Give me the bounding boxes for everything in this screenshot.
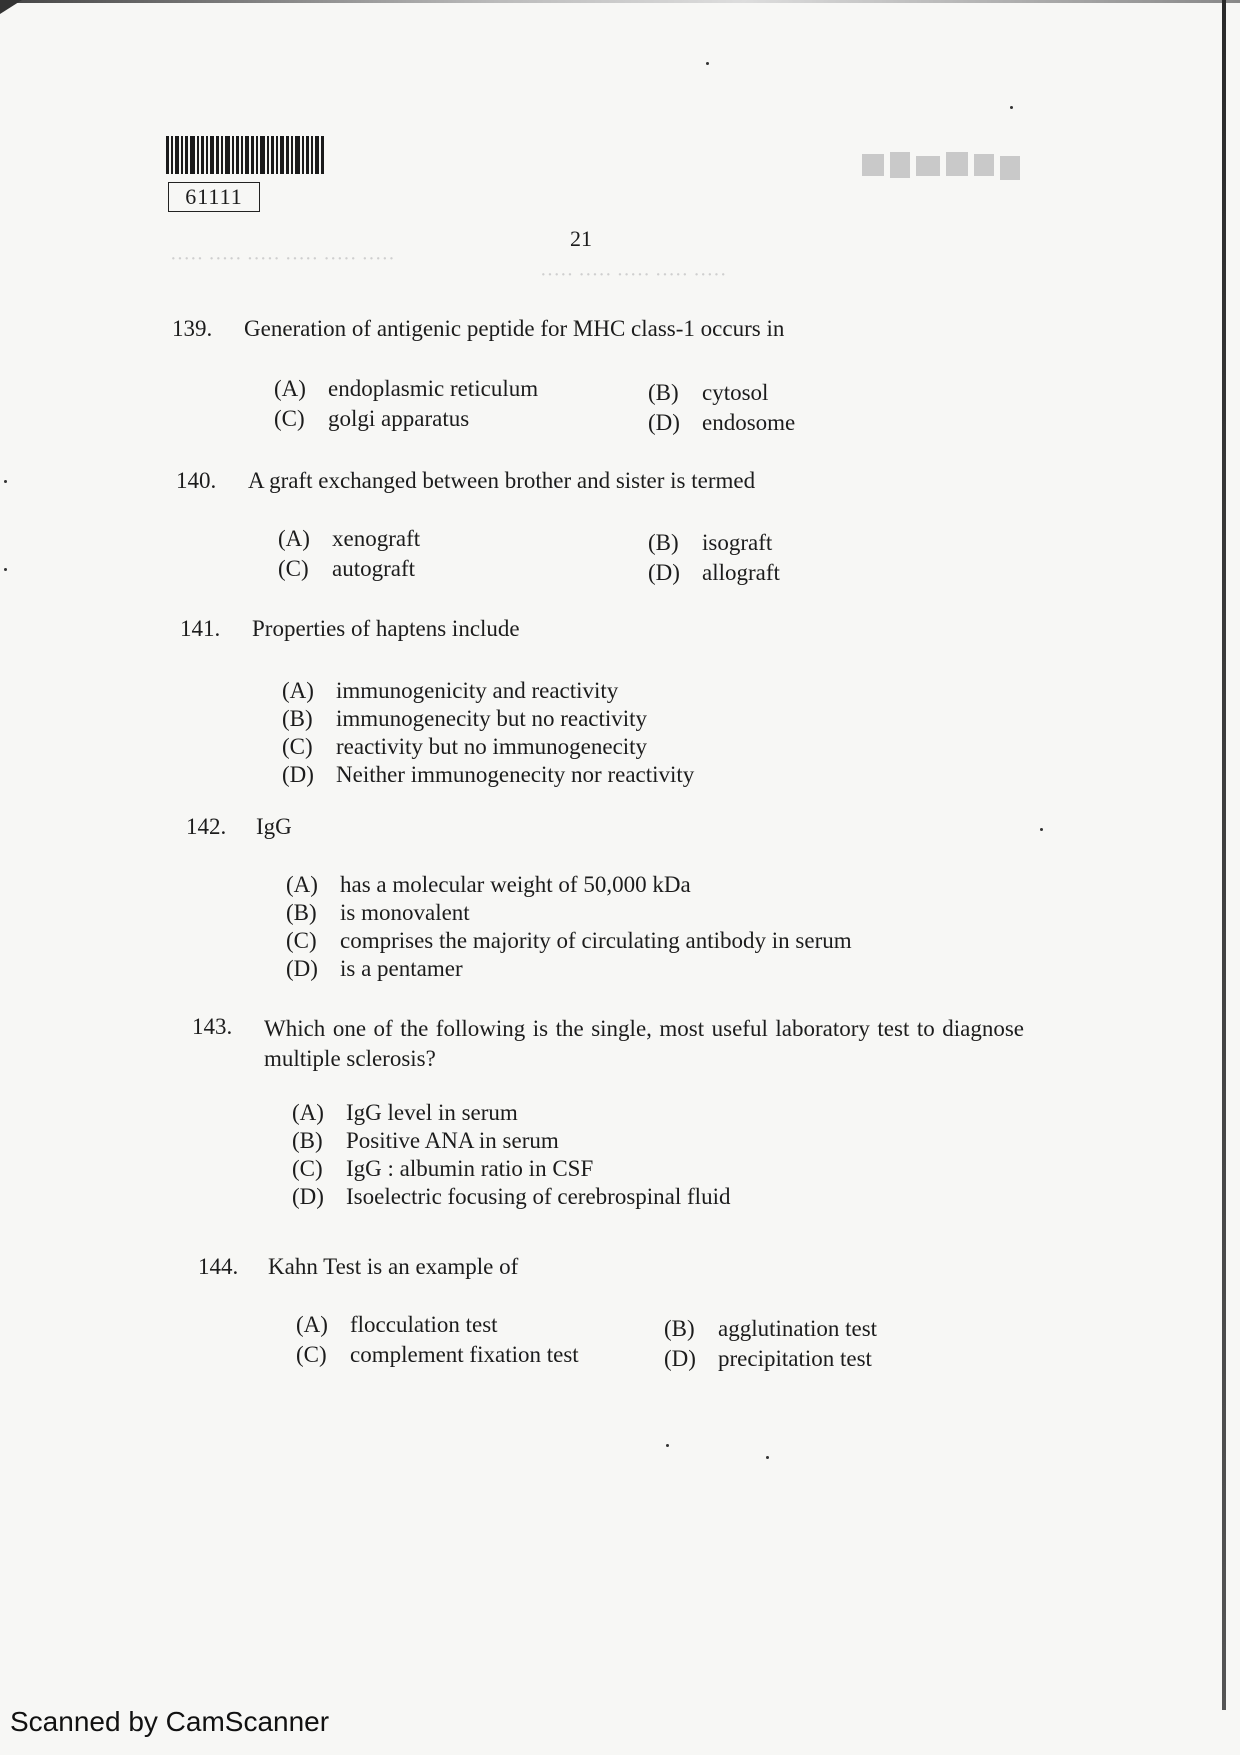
page-right-edge: [1222, 0, 1226, 1710]
option-d[interactable]: (D) allograft: [648, 560, 780, 585]
option-d[interactable]: (D) endosome: [648, 410, 796, 435]
option-a[interactable]: (A) endoplasmic reticulum: [274, 376, 539, 401]
option-b[interactable]: (B) agglutination test: [664, 1316, 878, 1341]
paper-code: 61111: [168, 182, 260, 212]
option-b[interactable]: (B) isograft: [648, 530, 773, 555]
scanner-watermark: Scanned by CamScanner: [10, 1706, 330, 1737]
scan-speck: [4, 480, 7, 483]
option-a[interactable]: (A) has a molecular weight of 50,000 kDa: [286, 872, 691, 897]
scan-speck: [1040, 828, 1043, 831]
question-number: 140.: [176, 468, 217, 493]
bleed-through-line: ····· ····· ····· ····· ····· ·····: [170, 248, 395, 270]
scan-speck: [666, 1444, 669, 1447]
option-a[interactable]: (A) IgG level in serum: [292, 1100, 518, 1125]
question-stem: IgG: [256, 814, 292, 839]
question-number: 143.: [192, 1014, 233, 1039]
question-stem: Generation of antigenic peptide for MHC class-1 occurs in: [244, 316, 785, 341]
option-c[interactable]: (C) reactivity but no immunogenecity: [282, 734, 648, 759]
option-b[interactable]: (B) cytosol: [648, 380, 769, 405]
option-d[interactable]: (D) is a pentamer: [286, 956, 463, 981]
option-a[interactable]: (A) flocculation test: [296, 1312, 498, 1337]
bleed-through-line: ····· ····· ····· ····· ·····: [540, 264, 727, 286]
option-a[interactable]: (A) immunogenicity and reactivity: [282, 678, 619, 703]
scan-speck: [1010, 106, 1013, 109]
option-b[interactable]: (B) is monovalent: [286, 900, 470, 925]
scan-speck: [706, 62, 709, 65]
option-c[interactable]: (C) IgG : albumin ratio in CSF: [292, 1156, 594, 1181]
option-c[interactable]: (C) complement fixation test: [296, 1342, 579, 1367]
page-top-edge: [0, 0, 1240, 3]
question-number: 141.: [180, 616, 221, 641]
page-corner-shadow: [0, 0, 22, 14]
barcode: [166, 136, 324, 174]
option-b[interactable]: (B) immunogenecity but no reactivity: [282, 706, 648, 731]
question-number: 144.: [198, 1254, 239, 1279]
question-number: 139.: [172, 316, 213, 341]
scan-speck: [4, 568, 7, 571]
option-a[interactable]: (A) xenograft: [278, 526, 421, 551]
question-stem: Kahn Test is an example of: [268, 1254, 519, 1279]
question-number: 142.: [186, 814, 227, 839]
scan-speck: [766, 1456, 769, 1459]
option-b[interactable]: (B) Positive ANA in serum: [292, 1128, 559, 1153]
question-stem: Properties of haptens include: [252, 616, 520, 641]
option-d[interactable]: (D) precipitation test: [664, 1346, 872, 1371]
option-d[interactable]: (D) Isoelectric focusing of cerebrospinal fluid: [292, 1184, 731, 1209]
option-d[interactable]: (D) Neither immunogenecity nor reactivity: [282, 762, 695, 787]
option-c[interactable]: (C) comprises the majority of circulating antibody in serum: [286, 928, 852, 953]
question-stem: Which one of the following is the single, most useful laboratory test to diagnose multiple sclerosis?: [264, 1016, 1024, 1071]
page-number: 21: [570, 226, 592, 251]
option-c[interactable]: (C) golgi apparatus: [274, 406, 470, 431]
option-c[interactable]: (C) autograft: [278, 556, 416, 581]
question-stem: A graft exchanged between brother and sister is termed: [248, 468, 756, 493]
faint-seal-mark: [862, 150, 1022, 184]
